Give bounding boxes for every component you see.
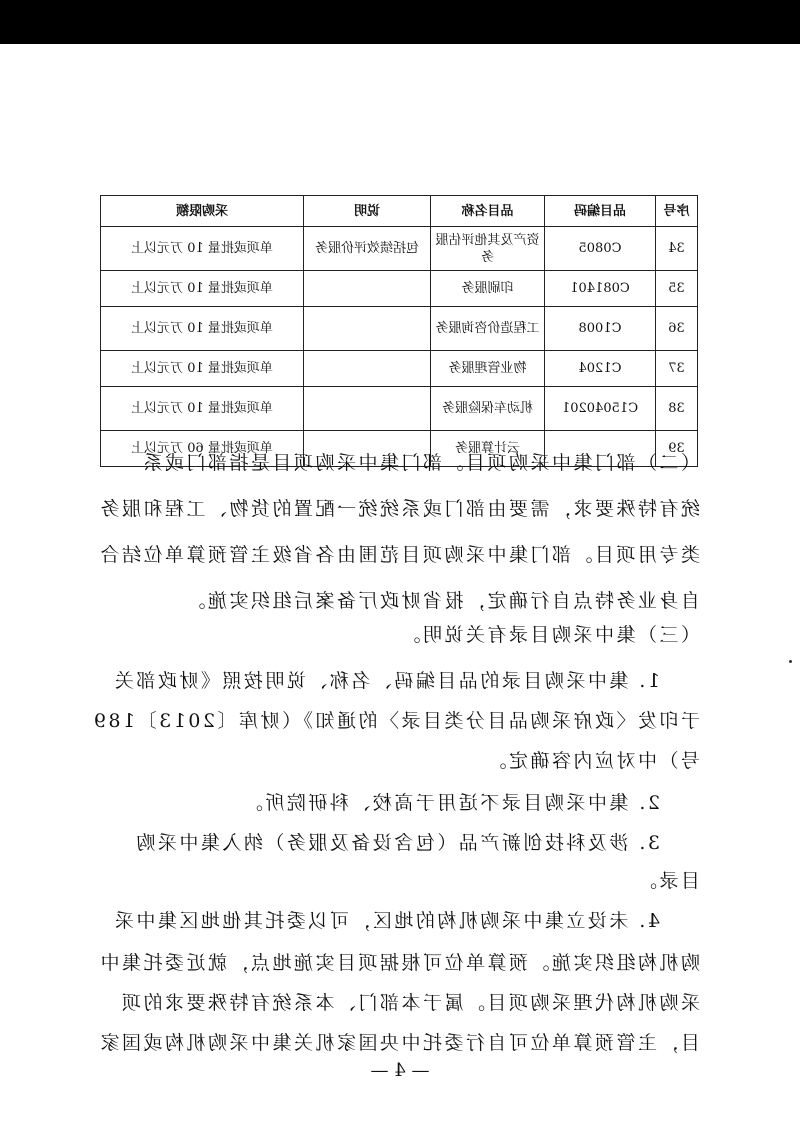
text-line: （二）部门集中采购项目。部门集中采购项目是指部门或系 [140,452,700,474]
text-line: 目，主管预算单位可自行委托中央国家机关集中采购机构或国家 [97,1032,700,1054]
table-row [101,227,698,271]
text-line: 2. 集中采购目录不适用于高校、科研院所。 [241,792,660,814]
row-no: 39 [656,431,698,467]
row-code: C1204 [545,351,656,387]
text-line: 号）中对应内容确定。 [484,750,700,772]
table-row [101,271,698,307]
text-line: 统有特殊要求，需要由部门或系统统一配置的货物、工程和服务 [97,498,700,520]
header-note: 说明 [304,196,431,227]
row-limit: 单项或批量 10 万元以上 [101,387,304,431]
row-no: 35 [656,271,698,307]
row-limit: 单项或批量 60 万元以上 [101,431,304,467]
table-row [101,307,698,351]
header-limit: 采购限额 [101,196,304,227]
procurement-catalog-table [100,195,698,467]
row-note [304,351,431,387]
row-note [304,387,431,431]
text-line: 购机构组织实施。预算单位可根据项目实施地点，就近委托集中 [97,952,700,974]
row-code: C15040201 [545,387,656,431]
row-note [304,271,431,307]
header-code: 品目编码 [545,196,656,227]
row-name: 物业管理服务 [431,351,545,387]
row-no: 38 [656,387,698,431]
text-line: 1. 集中采购目录的品目编码、名称、说明按照《财政部关 [112,670,660,692]
row-limit: 单项或批量 10 万元以上 [101,351,304,387]
text-line: 4. 未设立集中采购机构的地区，可以委托其他地区集中采 [112,910,660,932]
table-header-row [101,196,698,227]
row-name: 资产及其他评估服务 [431,227,545,271]
text-line: 自身业务特点自行确定，报省财政厅备案后组织实施。 [183,590,700,612]
row-name: 云计算服务 [431,431,545,467]
table-row [101,387,698,431]
page-number: — 4 — [370,1060,430,1081]
header-no: 序号 [656,196,698,227]
scan-speck [789,660,792,663]
row-note: 包括绩效评价服务 [304,227,431,271]
row-name: 印刷服务 [431,271,545,307]
row-no: 36 [656,307,698,351]
row-no: 37 [656,351,698,387]
row-name: 工程造价咨询服务 [431,307,545,351]
row-limit: 单项或批量 10 万元以上 [101,271,304,307]
section-heading: （三）集中采购目录有关说明。 [398,624,700,646]
text-line: 采购机构代理采购项目。属于本部门、本系统有特殊要求的项 [119,992,700,1014]
scan-black-edge [0,0,800,44]
text-line: 目录。 [635,870,700,892]
header-name: 品目名称 [431,196,545,227]
row-no: 34 [656,227,698,271]
row-code: C081401 [545,271,656,307]
row-code: C1008 [545,307,656,351]
row-note [304,307,431,351]
row-limit: 单项或批量 10 万元以上 [101,227,304,271]
text-line: 于印发〈政府采购品目分类目录〉的通知》（财库〔2013〕189 [91,710,700,732]
text-line: 类专用项目。部门集中采购项目范围由各省级主管预算单位结合 [97,544,700,566]
row-limit: 单项或批量 10 万元以上 [101,307,304,351]
text-line: 3. 涉及科技创新产品（包含设备及服务）纳入集中采购 [133,832,660,854]
row-name: 机动车保险服务 [431,387,545,431]
table-row [101,351,698,387]
row-code: C0805 [545,227,656,271]
